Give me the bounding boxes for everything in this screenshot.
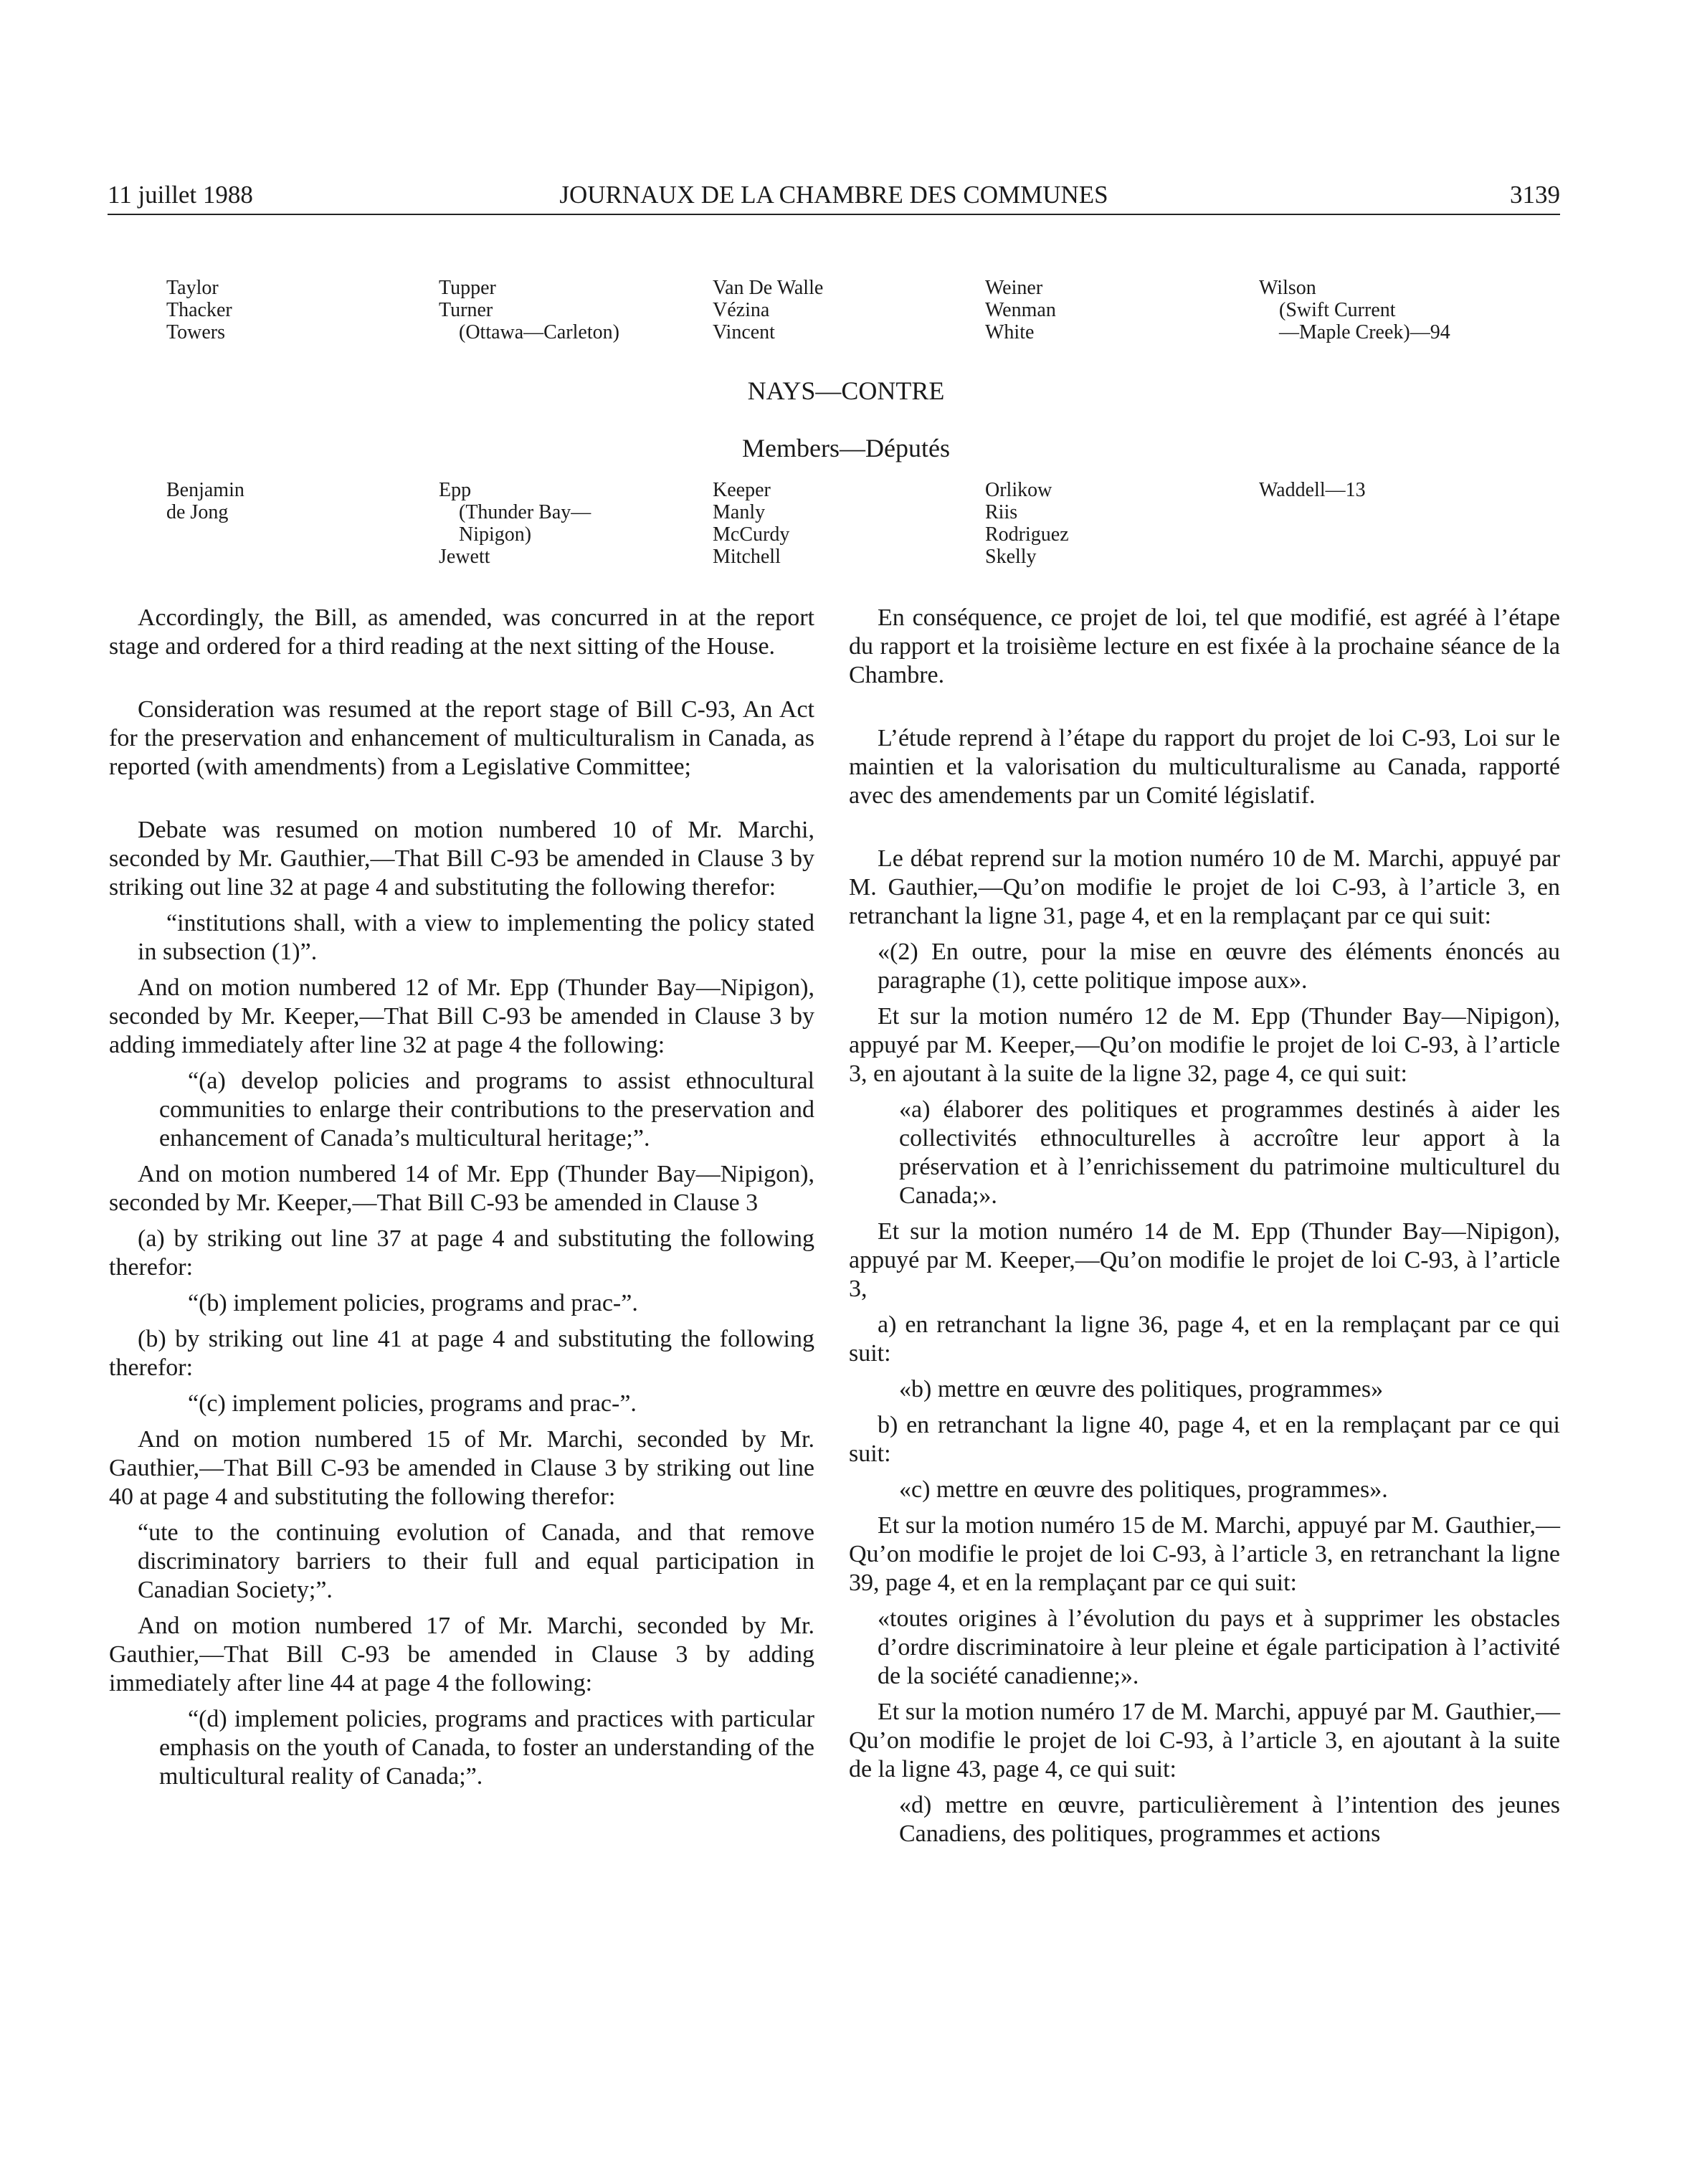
en-motion-14-paragraph: And on motion numbered 14 of Mr. Epp (Thunder Bay—Nipigon), seconded by Mr. Keeper,—That Bill C-93 be amended in Clause 3 [109,1161,814,1216]
member-name: Jewett [439,546,490,568]
header-page-number: 3139 [1510,181,1560,209]
nays-column-2 [439,479,704,568]
english-column [109,604,814,1791]
member-name: Van De Walle [713,277,824,299]
member-name: Waddell—13 [1259,479,1366,501]
member-name: Weiner [985,277,1043,299]
fr-motion-15-text: «toutes origines à l’évolution du pays et à supprimer les obstacles d’ordre discriminatoire à leur pleine et égale participation à l’activité de la société canadienne;». [878,1605,1560,1689]
header-title: JOURNAUX DE LA CHAMBRE DES COMMUNES [559,181,1108,209]
member-name: Wenman [985,299,1056,321]
fr-motion-17-paragraph: Et sur la motion numéro 17 de M. Marchi, appuyé par M. Gauthier,—Qu’on modifie le projet de loi C-93, à l’article 3, en ajoutant à la suite de la ligne 43, page 4, ce qui suit: [849,1699,1560,1782]
french-column [849,604,1560,1848]
page-header [108,178,1560,215]
member-name: Epp [439,479,472,501]
member-name: Orlikow [985,479,1052,501]
member-name: Riis [985,501,1018,523]
yeas-column-2 [439,277,704,343]
member-name: Vincent [713,321,775,343]
fr-motion-10-text: «(2) En outre, pour la mise en œuvre des éléments énoncés au paragraphe (1), cette politique impose aux». [878,939,1560,994]
member-name: Taylor [166,277,219,299]
fr-motion-10-paragraph: Le débat reprend sur la motion numéro 10 de M. Marchi, appuyé par M. Gauthier,—Qu’on modifie le projet de loi C-93, à l’article 3, en retranchant la ligne 31, page 4, et en la remplaçant par ce qui suit: [849,845,1560,929]
yeas-column-5 [1259,277,1524,343]
member-name: Keeper [713,479,771,501]
header-date: 11 juillet 1988 [108,181,253,209]
en-motion-17-paragraph: And on motion numbered 17 of Mr. Marchi, seconded by Mr. Gauthier,—That Bill C-93 be amended in Clause 3 by adding immediately after line 44 at page 4 the following: [109,1613,814,1696]
nays-column-4 [985,479,1250,568]
member-name: Thacker [166,299,232,321]
member-name: Manly [713,501,766,523]
member-name: —Maple Creek)—94 [1279,321,1450,343]
fr-motion-12-text: «a) élaborer des politiques et programmes destinés à aider les collectivités ethnoculturelles à accroître leur apport à la préservation et à l’enrichissement du patrimoine multiculturel du Canada;». [899,1096,1560,1209]
en-concurred-paragraph: Accordingly, the Bill, as amended, was concurred in at the report stage and ordered for a third reading at the next sitting of the House. [109,604,814,660]
en-motion-10-text: “institutions shall, with a view to implementing the policy stated in subsection (1)”. [138,910,814,965]
member-name: Towers [166,321,226,343]
yeas-column-4 [985,277,1250,343]
member-name: Benjamin [166,479,244,501]
fr-consideration-paragraph: L’étude reprend à l’étape du rapport du projet de loi C-93, Loi sur le maintien et la valorisation du multiculturalisme au Canada, rapporté avec des amendements par un Comité législatif. [849,725,1560,809]
fr-motion-14-a: a) en retranchant la ligne 36, page 4, et en la remplaçant par ce qui suit: [849,1311,1560,1367]
nays-column-5 [1259,479,1524,501]
fr-motion-17-text: «d) mettre en œuvre, particulièrement à l’intention des jeunes Canadiens, des politiques, programmes et actions [899,1792,1560,1847]
en-motion-14-b-text: “(c) implement policies, programs and prac-”. [188,1390,637,1417]
member-name: Wilson [1259,277,1316,299]
nays-column-3 [713,479,978,568]
fr-concurred-paragraph: En conséquence, ce projet de loi, tel que modifié, est agréé à l’étape du rapport et la troisième lecture en est fixée à la prochaine séance de la Chambre. [849,604,1560,688]
member-name: de Jong [166,501,229,523]
members-heading: Members—Députés [742,434,950,462]
member-name: McCurdy [713,523,790,546]
en-motion-15-text: “ute to the continuing evolution of Canada, and that remove discriminatory barriers to their full and equal participation in Canadian Society;”. [138,1519,814,1603]
member-name: Tupper [439,277,496,299]
en-motion-10-paragraph: Debate was resumed on motion numbered 10 of Mr. Marchi, seconded by Mr. Gauthier,—That Bill C-93 be amended in Clause 3 by striking out line 32 at page 4 and substituting the following therefor: [109,817,814,901]
member-name: White [985,321,1035,343]
fr-motion-14-a-text: «b) mettre en œuvre des politiques, programmes» [899,1376,1384,1402]
yeas-column-1 [166,277,432,343]
member-name: (Swift Current [1279,299,1396,321]
en-motion-14-a-text: “(b) implement policies, programs and prac-”. [188,1290,638,1316]
member-name: Mitchell [713,546,781,568]
en-motion-14-b: (b) by striking out line 41 at page 4 and substituting the following therefor: [109,1326,814,1381]
fr-motion-14-paragraph: Et sur la motion numéro 14 de M. Epp (Thunder Bay—Nipigon), appuyé par M. Keeper,—Qu’on modifie le projet de loi C-93, à l’article 3, [849,1218,1560,1302]
en-motion-17-text: “(d) implement policies, programs and practices with particular emphasis on the youth of Canada, to foster an understanding of the multicultural reality of Canada;”. [159,1706,814,1790]
member-name: Skelly [985,546,1037,568]
en-motion-12-text: “(a) develop policies and programs to assist ethnocultural communities to enlarge their contributions to the preservation and enhancement of Canada’s multicultural heritage;”. [159,1068,814,1152]
yeas-column-3 [713,277,978,343]
fr-motion-14-b: b) en retranchant la ligne 40, page 4, et en la remplaçant par ce qui suit: [849,1412,1560,1467]
member-name: Rodriguez [985,523,1069,546]
en-motion-12-paragraph: And on motion numbered 12 of Mr. Epp (Thunder Bay—Nipigon), seconded by Mr. Keeper,—That Bill C-93 be amended in Clause 3 by adding immediately after line 32 at page 4 the following: [109,974,814,1058]
en-consideration-paragraph: Consideration was resumed at the report stage of Bill C-93, An Act for the preservation and enhancement of multiculturalism in Canada, as reported (with amendments) from a Legislative Committee; [109,696,814,780]
member-name: (Thunder Bay— [459,501,591,523]
member-name: Turner [439,299,493,321]
en-motion-15-paragraph: And on motion numbered 15 of Mr. Marchi, seconded by Mr. Gauthier,—That Bill C-93 be amended in Clause 3 by striking out line 40 at page 4 and substituting the following therefor: [109,1426,814,1510]
nays-column-1 [166,479,432,523]
fr-motion-14-b-text: «c) mettre en œuvre des politiques, programmes». [899,1476,1388,1503]
member-name: Nipigon) [459,523,532,546]
nays-heading: NAYS—CONTRE [747,376,945,405]
en-motion-14-a: (a) by striking out line 37 at page 4 and substituting the following therefor: [109,1225,814,1281]
fr-motion-12-paragraph: Et sur la motion numéro 12 de M. Epp (Thunder Bay—Nipigon), appuyé par M. Keeper,—Qu’on modifie le projet de loi C-93, à l’article 3, en ajoutant à la suite de la ligne 32, page 4, ce qui suit: [849,1003,1560,1087]
fr-motion-15-paragraph: Et sur la motion numéro 15 de M. Marchi, appuyé par M. Gauthier,—Qu’on modifie le projet de loi C-93, à l’article 3, en retranchant la ligne 39, page 4, et en la remplaçant par ce qui suit: [849,1512,1560,1596]
member-name: (Ottawa—Carleton) [459,321,619,343]
member-name: Vézina [713,299,770,321]
